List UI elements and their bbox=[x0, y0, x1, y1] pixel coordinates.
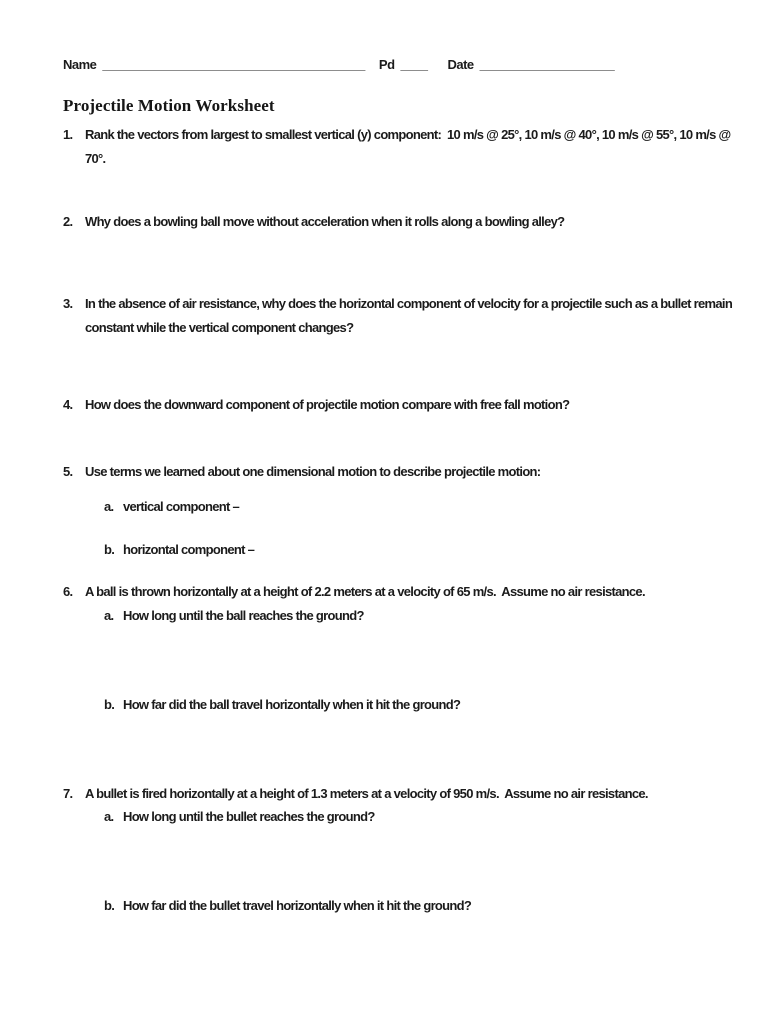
question-5-sub-a-text: vertical component – bbox=[123, 499, 240, 514]
question-6-sub-b-letter: b. bbox=[104, 697, 115, 712]
question-5-sub-b bbox=[104, 538, 734, 562]
pd-label: Pd bbox=[378, 57, 395, 72]
question-7-sub-a-letter: a. bbox=[104, 809, 114, 824]
question-7 bbox=[63, 782, 753, 806]
question-1 bbox=[63, 123, 753, 171]
question-3-number: 3. bbox=[63, 296, 73, 311]
name-blank-line: _______________________________________ bbox=[102, 57, 365, 72]
question-5-sub-b-text: horizontal component – bbox=[123, 542, 255, 557]
question-5-sub-a-letter: a. bbox=[104, 499, 114, 514]
question-7-text: A bullet is fired horizontally at a height of 1.3 meters at a velocity of 950 m/s. Assume no air resistance. bbox=[85, 786, 648, 801]
name-label: Name bbox=[63, 57, 97, 72]
question-7-sub-b-text: How far did the bullet travel horizontally when it hit the ground? bbox=[123, 898, 472, 913]
question-6-text: A ball is thrown horizontally at a height of 2.2 meters at a velocity of 65 m/s. Assume no air resistance. bbox=[85, 584, 645, 599]
question-6-sub-b-text: How far did the ball travel horizontally when it hit the ground? bbox=[123, 697, 461, 712]
question-7-number: 7. bbox=[63, 786, 73, 801]
question-1-text: Rank the vectors from largest to smallest vertical (y) component: 10 m/s @ 25°, 10 m/s @ 40°, 10 m/s @ 55°, 10 m/s @ 70°. bbox=[85, 127, 737, 166]
pd-group bbox=[379, 57, 428, 72]
question-7-sub-a-text: How long until the bullet reaches the ground? bbox=[123, 809, 375, 824]
question-7-sub-b bbox=[104, 894, 734, 918]
header-fill-in-line bbox=[63, 57, 614, 72]
date-label: Date bbox=[447, 57, 474, 72]
question-5-sub-a bbox=[104, 495, 734, 519]
date-group bbox=[447, 57, 614, 72]
question-2 bbox=[63, 210, 753, 234]
question-2-number: 2. bbox=[63, 214, 73, 229]
question-4-text: How does the downward component of projectile motion compare with free fall motion? bbox=[85, 397, 570, 412]
question-6-number: 6. bbox=[63, 584, 73, 599]
question-4-number: 4. bbox=[63, 397, 73, 412]
question-5-number: 5. bbox=[63, 464, 73, 479]
question-4 bbox=[63, 393, 753, 417]
question-5 bbox=[63, 460, 753, 484]
question-7-sub-a bbox=[104, 805, 734, 829]
question-6 bbox=[63, 580, 753, 604]
question-6-sub-a-letter: a. bbox=[104, 608, 114, 623]
pd-blank-line: ____ bbox=[400, 57, 428, 72]
question-6-sub-a-text: How long until the ball reaches the ground? bbox=[123, 608, 364, 623]
page-title: Projectile Motion Worksheet bbox=[63, 96, 275, 115]
question-6-sub-a bbox=[104, 604, 734, 628]
question-2-text: Why does a bowling ball move without acceleration when it rolls along a bowling alley? bbox=[85, 214, 565, 229]
date-blank-line: ____________________ bbox=[479, 57, 615, 72]
question-5-text: Use terms we learned about one dimensional motion to describe projectile motion: bbox=[85, 464, 541, 479]
question-7-sub-b-letter: b. bbox=[104, 898, 115, 913]
question-1-number: 1. bbox=[63, 127, 73, 142]
question-5-sub-b-letter: b. bbox=[104, 542, 115, 557]
question-3 bbox=[63, 292, 753, 340]
question-6-sub-b bbox=[104, 693, 734, 717]
question-3-text: In the absence of air resistance, why does the horizontal component of velocity for a projectile such as a bullet remain constant while the vertical component changes? bbox=[85, 296, 735, 335]
